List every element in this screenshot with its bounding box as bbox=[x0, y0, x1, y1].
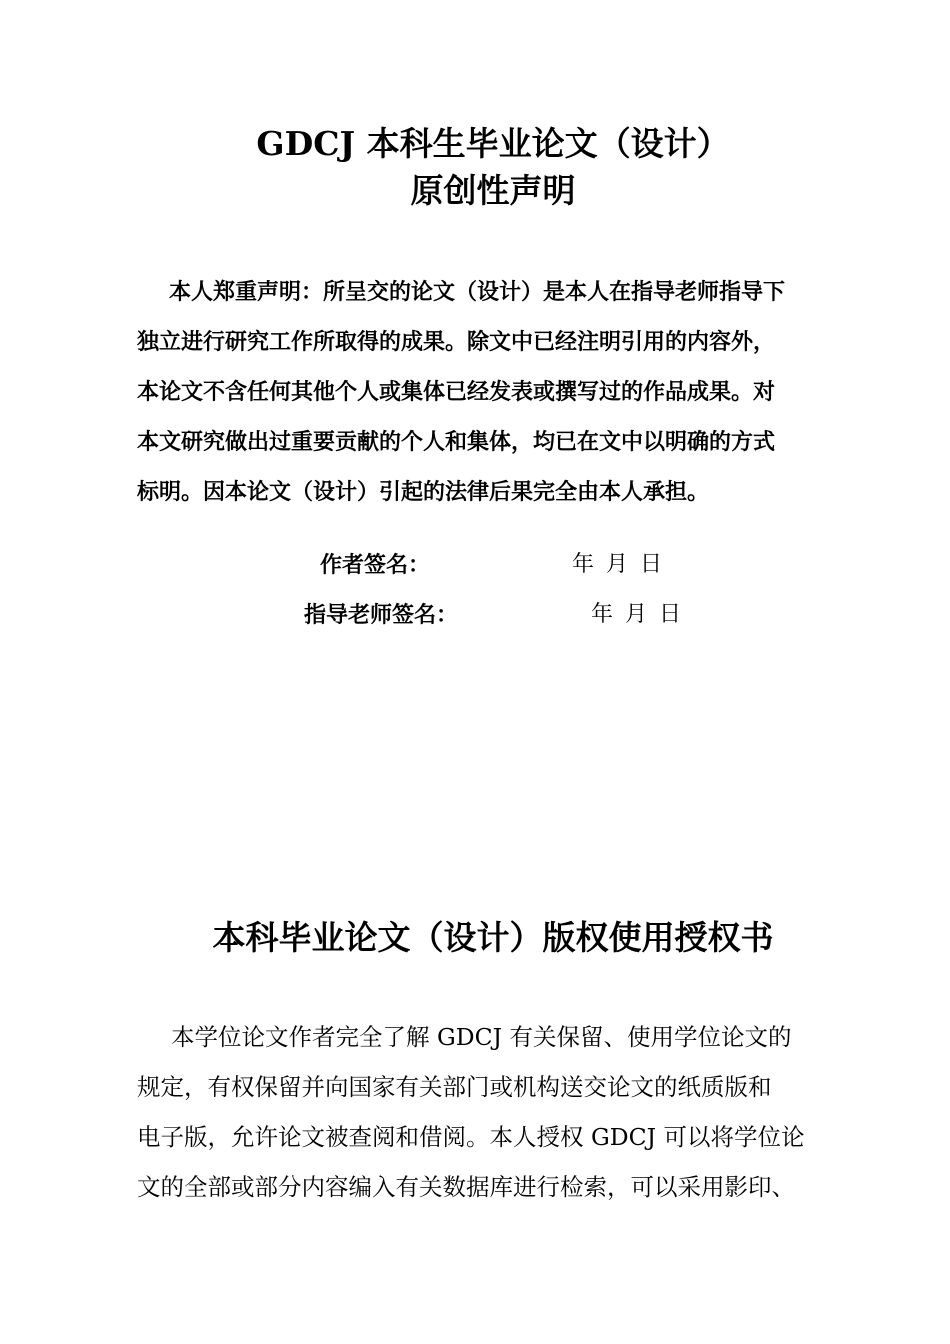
paragraph-line: 独立进行研究工作所取得的成果。除文中已经注明引用的内容外， bbox=[137, 329, 776, 355]
date-year-label: 年 bbox=[591, 602, 614, 627]
date-year-label: 年 bbox=[572, 552, 595, 577]
advisor-signature-date bbox=[591, 600, 681, 630]
paragraph-line: 本学位论文作者完全了解 GDCJ 有关保留、使用学位论文的 bbox=[171, 1023, 792, 1051]
paragraph-line: 电子版，允许论文被查阅和借阅。本人授权 GDCJ 可以将学位论 bbox=[137, 1123, 805, 1151]
paragraph-line: 本文研究做出过重要贡献的个人和集体，均已在文中以明确的方式 bbox=[137, 429, 776, 455]
paragraph-line: 规定，有权保留并向国家有关部门或机构送交论文的纸质版和 bbox=[137, 1073, 772, 1101]
advisor-signature-label: 指导老师签名： bbox=[304, 602, 459, 628]
date-day-label: 日 bbox=[640, 552, 663, 577]
date-month-label: 月 bbox=[625, 602, 648, 627]
copyright-title: 本科毕业论文（设计）版权使用授权书 bbox=[212, 918, 774, 957]
author-signature-date bbox=[572, 550, 662, 580]
originality-title: GDCJ 本科生毕业论文（设计） bbox=[256, 124, 730, 163]
author-signature-label: 作者签名： bbox=[320, 552, 431, 578]
paragraph-line: 本论文不含任何其他个人或集体已经发表或撰写过的作品成果。对 bbox=[137, 379, 776, 405]
paragraph-line: 文的全部或部分内容编入有关数据库进行检索，可以采用影印、 bbox=[137, 1173, 795, 1201]
paragraph-line: 标明。因本论文（设计）引起的法律后果完全由本人承担。 bbox=[137, 479, 710, 505]
paragraph-line: 本人郑重声明：所呈交的论文（设计）是本人在指导老师指导下 bbox=[169, 279, 786, 305]
originality-subtitle: 原创性声明 bbox=[410, 171, 576, 210]
date-day-label: 日 bbox=[659, 602, 682, 627]
date-month-label: 月 bbox=[606, 552, 629, 577]
